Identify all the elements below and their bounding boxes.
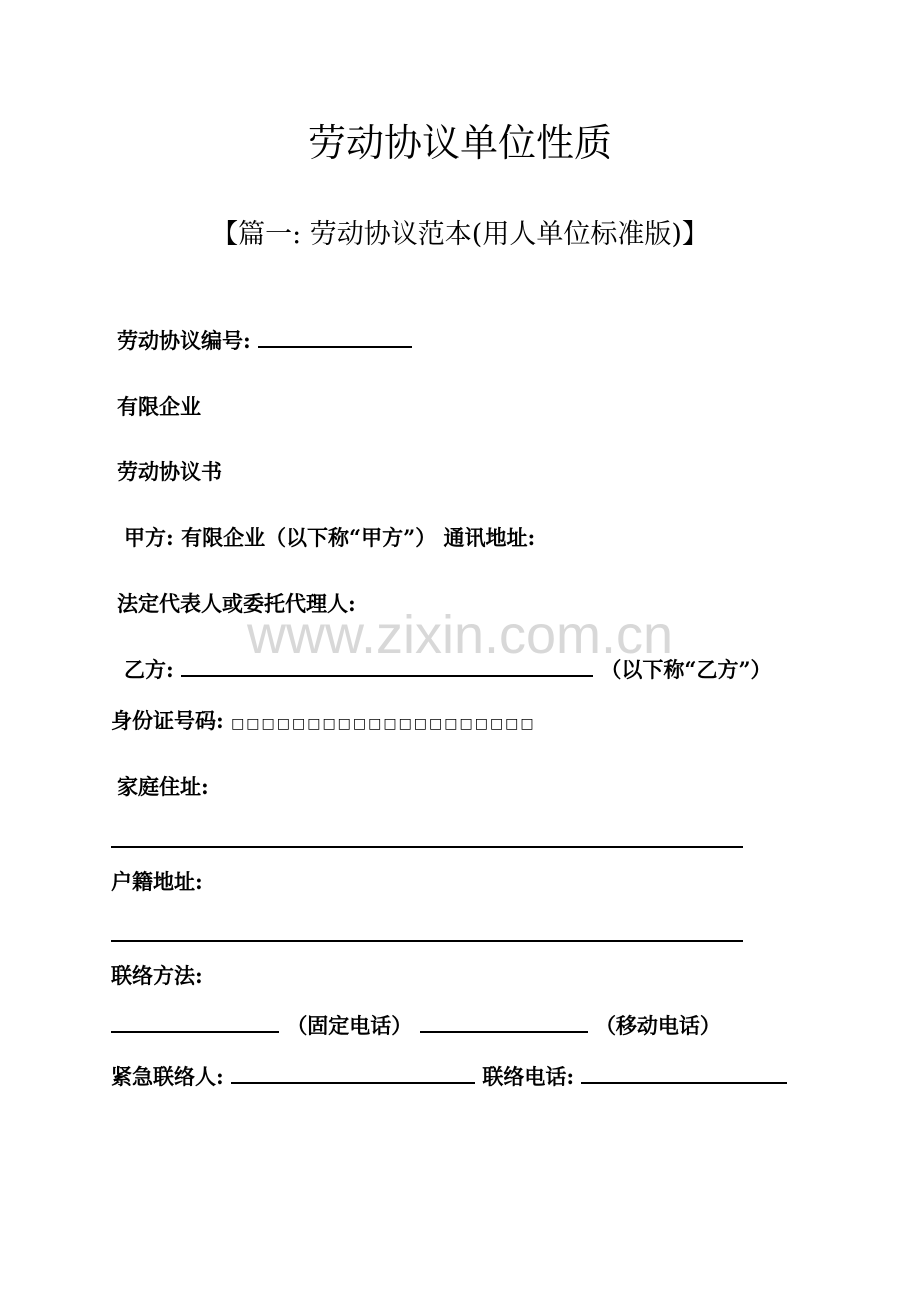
party-b-blank[interactable] (181, 655, 593, 677)
home-address-label: 家庭住址: (117, 774, 209, 799)
book-title: 劳动协议书 (117, 459, 222, 484)
party-a-line: 甲方: 有限企业（以下称“甲方”） 通讯地址: (124, 525, 536, 550)
legal-representative-line: 法定代表人或委托代理人: (117, 591, 356, 616)
fixed-phone-label: （固定电话） (286, 1013, 413, 1038)
document-title: 劳动协议单位性质 (307, 121, 612, 165)
contract-number-row (117, 326, 412, 356)
contract-number-blank[interactable] (258, 326, 412, 348)
id-number-label: 身份证号码: (111, 708, 224, 733)
party-b-suffix: （以下称“乙方”） (600, 657, 772, 682)
watermark: www.zixin.com.cn (246, 605, 674, 665)
emergency-contact-label: 紧急联络人: (111, 1064, 224, 1089)
household-address-label: 户籍地址: (111, 869, 203, 894)
fixed-phone-blank[interactable] (111, 1011, 279, 1033)
emergency-contact-blank[interactable] (231, 1062, 475, 1084)
phone-row (111, 1011, 721, 1041)
contact-phone-label: 联络电话: (482, 1064, 575, 1089)
party-b-row (124, 655, 772, 685)
contact-method-label: 联络方法: (111, 963, 203, 988)
id-number-row (111, 706, 536, 739)
mobile-phone-label: （移动电话） (594, 1013, 721, 1038)
household-address-blank[interactable] (111, 940, 743, 942)
contact-phone-blank[interactable] (581, 1062, 787, 1084)
mobile-phone-blank[interactable] (420, 1011, 588, 1033)
contract-number-label: 劳动协议编号: (117, 328, 251, 353)
party-b-label: 乙方: (124, 657, 174, 682)
company-name: 有限企业 (117, 394, 201, 419)
home-address-blank[interactable] (111, 846, 743, 848)
id-number-boxes[interactable]: □□□□□□□□□□□□□□□□□□□□ (231, 716, 536, 732)
emergency-contact-row (111, 1062, 787, 1092)
document-subtitle: 【篇一: 劳动协议范本(用人单位标准版)】 (211, 219, 709, 250)
